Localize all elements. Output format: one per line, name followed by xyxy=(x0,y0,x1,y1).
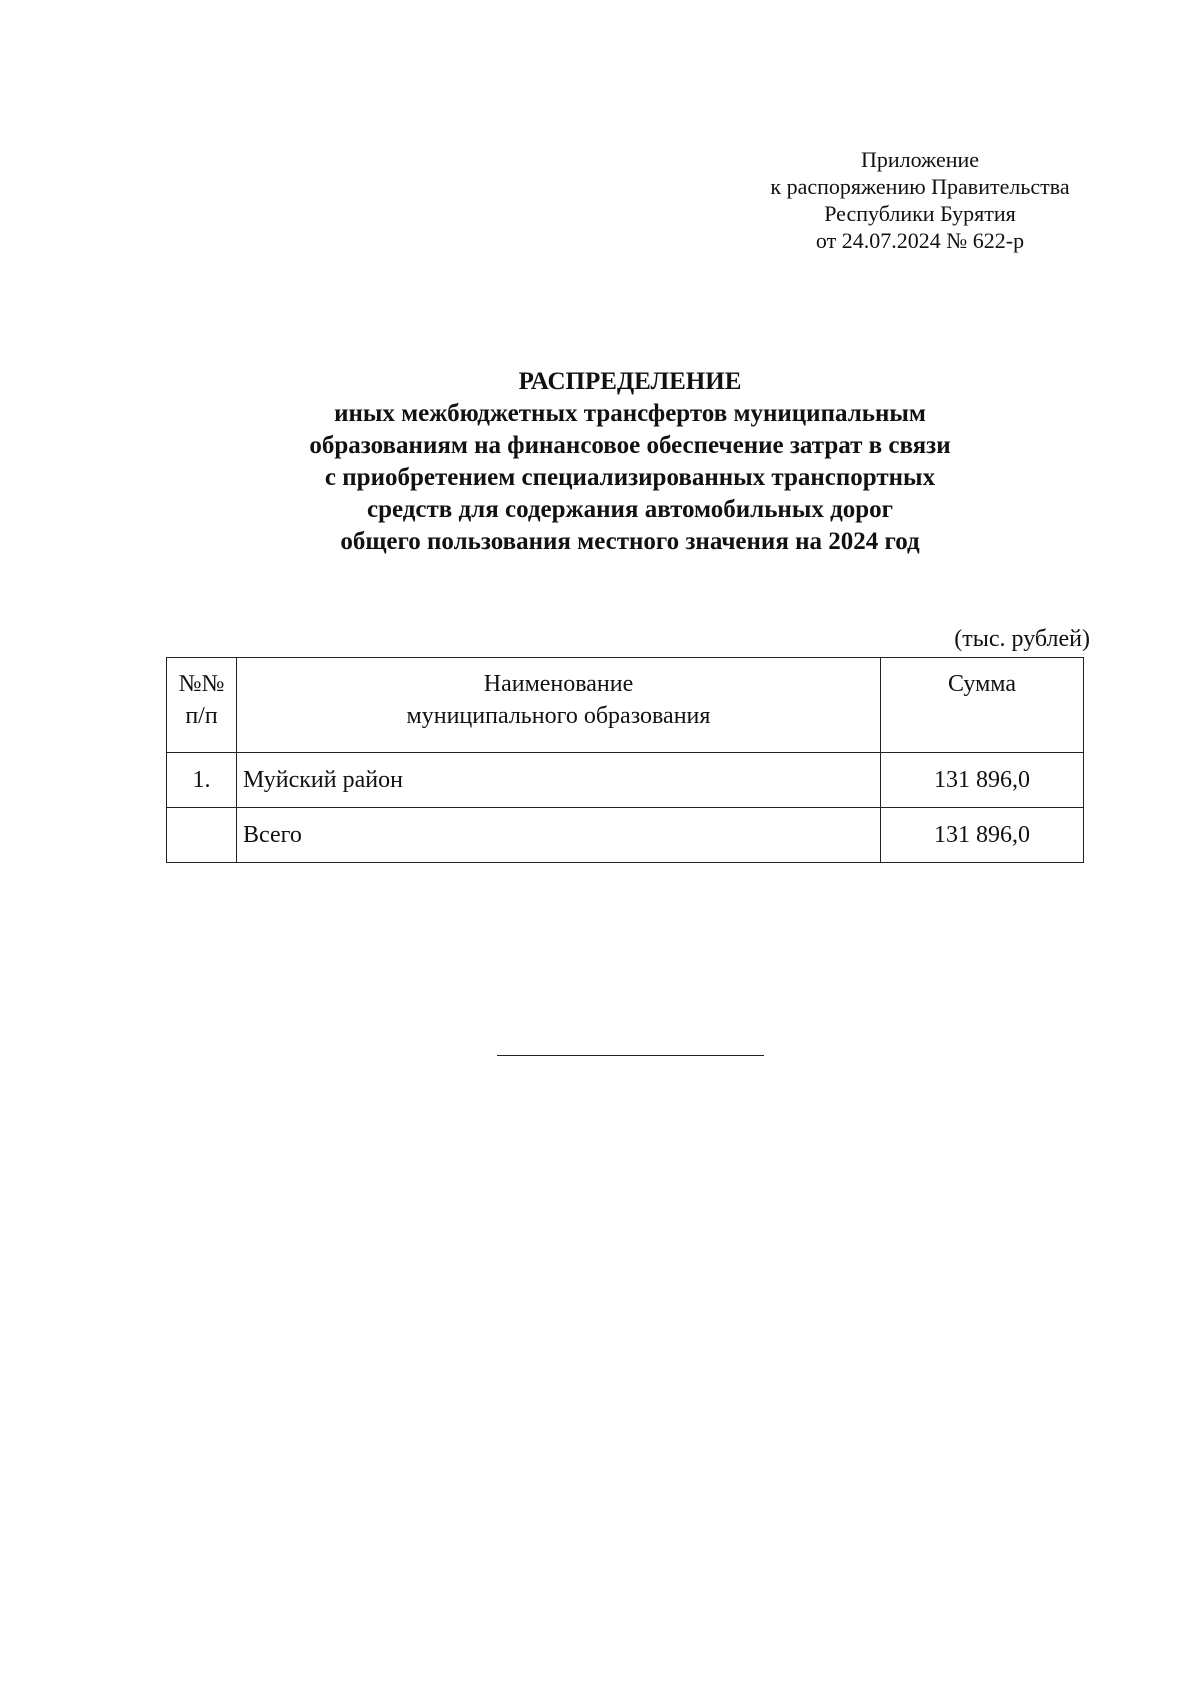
appendix-line-2: к распоряжению Правительства xyxy=(770,174,1070,199)
header-name-line-1: Наименование xyxy=(483,671,634,697)
table-header-row xyxy=(167,658,1084,753)
appendix-line-1: Приложение xyxy=(860,147,980,172)
total-sum: 131 896,0 xyxy=(881,808,1084,863)
distribution-table xyxy=(166,657,1084,863)
header-name xyxy=(237,658,881,753)
appendix-line-4: от 24.07.2024 № 622-р xyxy=(815,228,1025,253)
row-num: 1. xyxy=(167,753,237,808)
header-num-line-1: №№ xyxy=(178,671,225,697)
table-row xyxy=(167,753,1084,808)
title-line-3: с приобретением специализированных транспортных xyxy=(324,464,936,491)
appendix-block xyxy=(740,146,1100,254)
row-sum: 131 896,0 xyxy=(881,753,1084,808)
total-name: Всего xyxy=(237,808,881,863)
title-line-1: иных межбюджетных трансфертов муниципальным xyxy=(334,400,926,427)
header-num-line-2: п/п xyxy=(185,703,218,729)
closing-divider xyxy=(497,1055,764,1056)
title-line-4: средств для содержания автомобильных дорог xyxy=(366,496,893,523)
row-name: Муйский район xyxy=(237,753,881,808)
document-title xyxy=(150,366,1110,558)
header-sum-label: Сумма xyxy=(948,671,1016,697)
total-num xyxy=(167,808,237,863)
table-row-total xyxy=(167,808,1084,863)
title-heading: РАСПРЕДЕЛЕНИЕ xyxy=(518,368,742,395)
title-line-2: образованиям на финансовое обеспечение затрат в связи xyxy=(309,432,951,459)
unit-label: (тыс. рублей) xyxy=(954,626,1090,652)
title-line-5: общего пользования местного значения на 2024 год xyxy=(340,528,920,555)
header-num xyxy=(167,658,237,753)
appendix-line-3: Республики Бурятия xyxy=(824,201,1016,226)
header-sum xyxy=(881,658,1084,753)
header-name-line-2: муниципального образования xyxy=(406,703,711,729)
